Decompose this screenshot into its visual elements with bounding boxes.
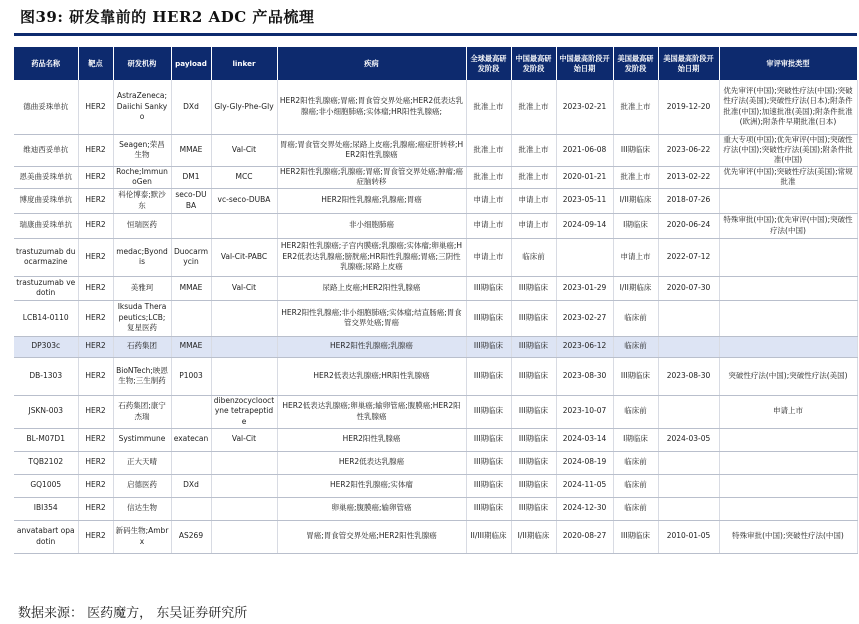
global-stage-cell: III期临床 — [466, 357, 511, 395]
drug-name-cell: 恩美曲妥珠单抗 — [14, 166, 78, 188]
payload-cell: MMAE — [171, 276, 211, 300]
target-cell: HER2 — [78, 336, 113, 357]
global-stage-cell: III期临床 — [466, 497, 511, 520]
target-cell: HER2 — [78, 134, 113, 166]
us-stage-cell: 批准上市 — [613, 166, 658, 188]
payload-cell — [171, 395, 211, 428]
table-row — [14, 520, 857, 553]
china-start-date-cell — [556, 238, 613, 276]
drug-name-cell: DP303c — [14, 336, 78, 357]
drug-name-cell: 瑞康曲妥珠单抗 — [14, 213, 78, 238]
us-stage-cell: I期临床 — [613, 428, 658, 451]
payload-cell: MMAE — [171, 134, 211, 166]
china-start-date-cell: 2024-03-14 — [556, 428, 613, 451]
target-cell: HER2 — [78, 520, 113, 553]
global-stage-cell: III期临床 — [466, 474, 511, 497]
target-cell: HER2 — [78, 80, 113, 134]
china-start-date-cell: 2024-11-05 — [556, 474, 613, 497]
linker-cell — [211, 213, 277, 238]
disease-cell: HER2阳性乳腺癌;胃癌;胃食管交界处癌;HER2低表达乳腺癌;非小细胞肺癌;实体瘤;HR阳性乳腺癌; — [277, 80, 466, 134]
header-china-stage: 中国最高研发阶段 — [511, 47, 556, 80]
header-linker: linker — [211, 47, 277, 80]
review-type-cell — [719, 336, 857, 357]
us-stage-cell: 临床前 — [613, 336, 658, 357]
us-start-date-cell — [658, 451, 719, 474]
disease-cell: 胃癌;胃食管交界处癌;尿路上皮癌;乳腺癌;癌症肝转移;HER2阳性乳腺癌 — [277, 134, 466, 166]
drug-name-cell: 维迪西妥单抗 — [14, 134, 78, 166]
global-stage-cell: III期临床 — [466, 428, 511, 451]
table-row — [14, 166, 857, 188]
table-row — [14, 474, 857, 497]
table-row — [14, 451, 857, 474]
developer-cell: Roche;ImmunoGen — [113, 166, 171, 188]
linker-cell: vc-seco-DUBA — [211, 188, 277, 213]
table-row — [14, 336, 857, 357]
china-stage-cell: III期临床 — [511, 428, 556, 451]
global-stage-cell: II/III期临床 — [466, 520, 511, 553]
global-stage-cell: 申请上市 — [466, 213, 511, 238]
china-start-date-cell: 2020-08-27 — [556, 520, 613, 553]
us-stage-cell: 临床前 — [613, 451, 658, 474]
review-type-cell — [719, 451, 857, 474]
developer-cell: 启德医药 — [113, 474, 171, 497]
target-cell: HER2 — [78, 276, 113, 300]
header-disease: 疾病 — [277, 47, 466, 80]
china-stage-cell: III期临床 — [511, 336, 556, 357]
us-start-date-cell: 2018-07-26 — [658, 188, 719, 213]
review-type-cell: 申请上市 — [719, 395, 857, 428]
china-start-date-cell: 2020-01-21 — [556, 166, 613, 188]
header-target: 靶点 — [78, 47, 113, 80]
target-cell: HER2 — [78, 238, 113, 276]
figure-title: 图39: 研发靠前的 HER2 ADC 产品梳理 — [20, 8, 315, 26]
disease-cell: 卵巢癌;腹膜癌;输卵管癌 — [277, 497, 466, 520]
china-stage-cell: 申请上市 — [511, 188, 556, 213]
linker-cell — [211, 474, 277, 497]
drug-name-cell: anvatabart opadotin — [14, 520, 78, 553]
developer-cell: 信达生物 — [113, 497, 171, 520]
target-cell: HER2 — [78, 300, 113, 336]
table-body — [14, 80, 857, 553]
developer-cell: 正大天晴 — [113, 451, 171, 474]
china-start-date-cell: 2024-08-19 — [556, 451, 613, 474]
linker-cell — [211, 497, 277, 520]
china-start-date-cell: 2023-06-12 — [556, 336, 613, 357]
drug-name-cell: BL-M07D1 — [14, 428, 78, 451]
header-review-type: 审评审批类型 — [719, 47, 857, 80]
us-start-date-cell: 2020-06-24 — [658, 213, 719, 238]
payload-cell: MMAE — [171, 336, 211, 357]
title-rule — [14, 33, 857, 36]
drug-name-cell: TQB2102 — [14, 451, 78, 474]
payload-cell — [171, 497, 211, 520]
linker-cell: Val-Cit — [211, 134, 277, 166]
global-stage-cell: III期临床 — [466, 451, 511, 474]
linker-cell: Val-Cit-PABC — [211, 238, 277, 276]
us-stage-cell: 临床前 — [613, 497, 658, 520]
linker-cell: Gly-Gly-Phe-Gly — [211, 80, 277, 134]
global-stage-cell: III期临床 — [466, 300, 511, 336]
us-start-date-cell: 2013-02-22 — [658, 166, 719, 188]
developer-cell: 石药集团 — [113, 336, 171, 357]
target-cell: HER2 — [78, 428, 113, 451]
global-stage-cell: 批准上市 — [466, 80, 511, 134]
china-stage-cell: 批准上市 — [511, 134, 556, 166]
disease-cell: 胃癌;胃食管交界处癌;HER2阳性乳腺癌 — [277, 520, 466, 553]
header-us-start-date: 美国最高阶段开始日期 — [658, 47, 719, 80]
disease-cell: HER2阳性乳腺癌;子宫内膜癌;乳腺癌;实体瘤;卵巢癌;HER2低表达乳腺癌;膀胱癌;HR阳性乳腺癌;胃癌;三阴性乳腺癌;尿路上皮癌 — [277, 238, 466, 276]
us-stage-cell: 临床前 — [613, 300, 658, 336]
developer-cell: 美雅珂 — [113, 276, 171, 300]
linker-cell: Val-Cit — [211, 276, 277, 300]
table-row — [14, 276, 857, 300]
review-type-cell: 优先审评(中国);突破性疗法(美国);常规批准 — [719, 166, 857, 188]
review-type-cell: 突破性疗法(中国);突破性疗法(美国) — [719, 357, 857, 395]
china-stage-cell: III期临床 — [511, 276, 556, 300]
disease-cell: HER2低表达乳腺癌;卵巢癌;输卵管癌;腹膜癌;HER2阳性乳腺癌 — [277, 395, 466, 428]
us-stage-cell: I/II期临床 — [613, 276, 658, 300]
payload-cell — [171, 451, 211, 474]
header-developer: 研发机构 — [113, 47, 171, 80]
table-row — [14, 497, 857, 520]
china-start-date-cell: 2023-10-07 — [556, 395, 613, 428]
payload-cell: DM1 — [171, 166, 211, 188]
drug-name-cell: LCB14-0110 — [14, 300, 78, 336]
table-row — [14, 188, 857, 213]
table-row — [14, 213, 857, 238]
china-stage-cell: 批准上市 — [511, 166, 556, 188]
china-start-date-cell: 2023-05-11 — [556, 188, 613, 213]
china-stage-cell: III期临床 — [511, 497, 556, 520]
us-start-date-cell: 2022-07-12 — [658, 238, 719, 276]
review-type-cell — [719, 428, 857, 451]
developer-cell: Seagen;荣昌生物 — [113, 134, 171, 166]
header-china-start-date: 中国最高阶段开始日期 — [556, 47, 613, 80]
china-stage-cell: III期临床 — [511, 451, 556, 474]
developer-cell: medac;Byondis — [113, 238, 171, 276]
disease-cell: HER2阳性乳腺癌;非小细胞肺癌;实体瘤;结直肠癌;胃食管交界处癌;胃癌 — [277, 300, 466, 336]
adc-product-table — [14, 47, 858, 554]
drug-name-cell: 德曲妥珠单抗 — [14, 80, 78, 134]
table-row — [14, 134, 857, 166]
china-start-date-cell: 2024-09-14 — [556, 213, 613, 238]
china-stage-cell: 临床前 — [511, 238, 556, 276]
linker-cell — [211, 336, 277, 357]
disease-cell: HER2低表达乳腺癌 — [277, 451, 466, 474]
target-cell: HER2 — [78, 357, 113, 395]
china-start-date-cell: 2021-06-08 — [556, 134, 613, 166]
disease-cell: HER2阳性乳腺癌;乳腺癌;胃癌 — [277, 188, 466, 213]
table-row — [14, 300, 857, 336]
us-start-date-cell: 2010-01-05 — [658, 520, 719, 553]
drug-name-cell: DB-1303 — [14, 357, 78, 395]
china-stage-cell: 申请上市 — [511, 213, 556, 238]
payload-cell — [171, 213, 211, 238]
developer-cell: BioNTech;映恩生物;三生制药 — [113, 357, 171, 395]
global-stage-cell: III期临床 — [466, 395, 511, 428]
payload-cell: AS269 — [171, 520, 211, 553]
developer-cell: 石药集团;康宁杰瑞 — [113, 395, 171, 428]
us-stage-cell: 临床前 — [613, 395, 658, 428]
us-stage-cell: III期临床 — [613, 520, 658, 553]
review-type-cell — [719, 300, 857, 336]
us-start-date-cell: 2023-08-30 — [658, 357, 719, 395]
developer-cell: 恒瑞医药 — [113, 213, 171, 238]
global-stage-cell: 申请上市 — [466, 238, 511, 276]
review-type-cell — [719, 474, 857, 497]
data-source-note: 数据来源： 医药魔方， 东吴证券研究所 — [18, 606, 248, 621]
china-start-date-cell: 2023-02-27 — [556, 300, 613, 336]
us-start-date-cell: 2020-07-30 — [658, 276, 719, 300]
review-type-cell: 特殊审批(中国);突破性疗法(中国) — [719, 520, 857, 553]
target-cell: HER2 — [78, 213, 113, 238]
developer-cell: Systimmune — [113, 428, 171, 451]
target-cell: HER2 — [78, 474, 113, 497]
us-stage-cell: I期临床 — [613, 213, 658, 238]
disease-cell: 非小细胞肺癌 — [277, 213, 466, 238]
table-row — [14, 357, 857, 395]
developer-cell: 新码生物;Ambrx — [113, 520, 171, 553]
review-type-cell: 特殊审批(中国);优先审评(中国);突破性疗法(中国) — [719, 213, 857, 238]
us-start-date-cell — [658, 474, 719, 497]
us-start-date-cell: 2024-03-05 — [658, 428, 719, 451]
target-cell: HER2 — [78, 497, 113, 520]
us-stage-cell: 批准上市 — [613, 80, 658, 134]
linker-cell — [211, 520, 277, 553]
review-type-cell — [719, 238, 857, 276]
linker-cell: dibenzocyclooctyne tetrapeptide — [211, 395, 277, 428]
us-start-date-cell: 2023-06-22 — [658, 134, 719, 166]
drug-name-cell: IBI354 — [14, 497, 78, 520]
linker-cell — [211, 300, 277, 336]
table-row — [14, 428, 857, 451]
linker-cell — [211, 451, 277, 474]
payload-cell: seco-DUBA — [171, 188, 211, 213]
header-us-stage: 美国最高研发阶段 — [613, 47, 658, 80]
disease-cell: HER2阳性乳腺癌;乳腺癌 — [277, 336, 466, 357]
us-stage-cell: 申请上市 — [613, 238, 658, 276]
china-start-date-cell: 2023-02-21 — [556, 80, 613, 134]
global-stage-cell: 批准上市 — [466, 134, 511, 166]
disease-cell: HER2阳性乳腺癌;实体瘤 — [277, 474, 466, 497]
target-cell: HER2 — [78, 188, 113, 213]
target-cell: HER2 — [78, 395, 113, 428]
china-start-date-cell: 2023-01-29 — [556, 276, 613, 300]
developer-cell: AstraZeneca;Daiichi Sankyo — [113, 80, 171, 134]
review-type-cell — [719, 497, 857, 520]
us-start-date-cell — [658, 395, 719, 428]
header-payload: payload — [171, 47, 211, 80]
disease-cell: HER2阳性乳腺癌;乳腺癌;胃癌;胃食管交界处癌;肿瘤;癌症脑转移 — [277, 166, 466, 188]
payload-cell — [171, 300, 211, 336]
global-stage-cell: III期临床 — [466, 276, 511, 300]
disease-cell: 尿路上皮癌;HER2阳性乳腺癌 — [277, 276, 466, 300]
linker-cell — [211, 357, 277, 395]
us-stage-cell: I/II期临床 — [613, 188, 658, 213]
payload-cell: exatecan — [171, 428, 211, 451]
table-header-row — [14, 47, 857, 80]
linker-cell: Val-Cit — [211, 428, 277, 451]
payload-cell: DXd — [171, 80, 211, 134]
global-stage-cell: 申请上市 — [466, 188, 511, 213]
china-stage-cell: III期临床 — [511, 474, 556, 497]
linker-cell: MCC — [211, 166, 277, 188]
disease-cell: HER2阳性乳腺癌 — [277, 428, 466, 451]
drug-name-cell: trastuzumab duocarmazine — [14, 238, 78, 276]
payload-cell: DXd — [171, 474, 211, 497]
table-row — [14, 395, 857, 428]
review-type-cell — [719, 276, 857, 300]
review-type-cell: 优先审评(中国);突破性疗法(中国);突破性疗法(美国);突破性疗法(日本);附条件批准(中国);加速批准(美国);附条件批准(欧洲);附条件早期批准(日本) — [719, 80, 857, 134]
drug-name-cell: 博度曲妥珠单抗 — [14, 188, 78, 213]
review-type-cell — [719, 188, 857, 213]
payload-cell: P1003 — [171, 357, 211, 395]
us-stage-cell: III期临床 — [613, 134, 658, 166]
target-cell: HER2 — [78, 166, 113, 188]
china-stage-cell: III期临床 — [511, 300, 556, 336]
china-stage-cell: III期临床 — [511, 395, 556, 428]
china-start-date-cell: 2024-12-30 — [556, 497, 613, 520]
us-stage-cell: 临床前 — [613, 474, 658, 497]
us-stage-cell: III期临床 — [613, 357, 658, 395]
table-row — [14, 80, 857, 134]
china-stage-cell: I/II期临床 — [511, 520, 556, 553]
us-start-date-cell — [658, 336, 719, 357]
drug-name-cell: JSKN-003 — [14, 395, 78, 428]
global-stage-cell: 批准上市 — [466, 166, 511, 188]
developer-cell: 科伦博泰;默沙东 — [113, 188, 171, 213]
global-stage-cell: III期临床 — [466, 336, 511, 357]
china-stage-cell: 批准上市 — [511, 80, 556, 134]
disease-cell: HER2低表达乳腺癌;HR阳性乳腺癌 — [277, 357, 466, 395]
us-start-date-cell — [658, 300, 719, 336]
us-start-date-cell: 2019-12-20 — [658, 80, 719, 134]
china-stage-cell: III期临床 — [511, 357, 556, 395]
drug-name-cell: GQ1005 — [14, 474, 78, 497]
header-global-stage: 全球最高研发阶段 — [466, 47, 511, 80]
review-type-cell: 重大专项(中国);优先审评(中国);突破性疗法(中国);突破性疗法(美国);附条件批准(中国) — [719, 134, 857, 166]
developer-cell: Iksuda Therapeutics;LCB;复星医药 — [113, 300, 171, 336]
payload-cell: Duocarmycin — [171, 238, 211, 276]
us-start-date-cell — [658, 497, 719, 520]
header-drug-name: 药品名称 — [14, 47, 78, 80]
target-cell: HER2 — [78, 451, 113, 474]
table-row — [14, 238, 857, 276]
drug-name-cell: trastuzumab vedotin — [14, 276, 78, 300]
china-start-date-cell: 2023-08-30 — [556, 357, 613, 395]
